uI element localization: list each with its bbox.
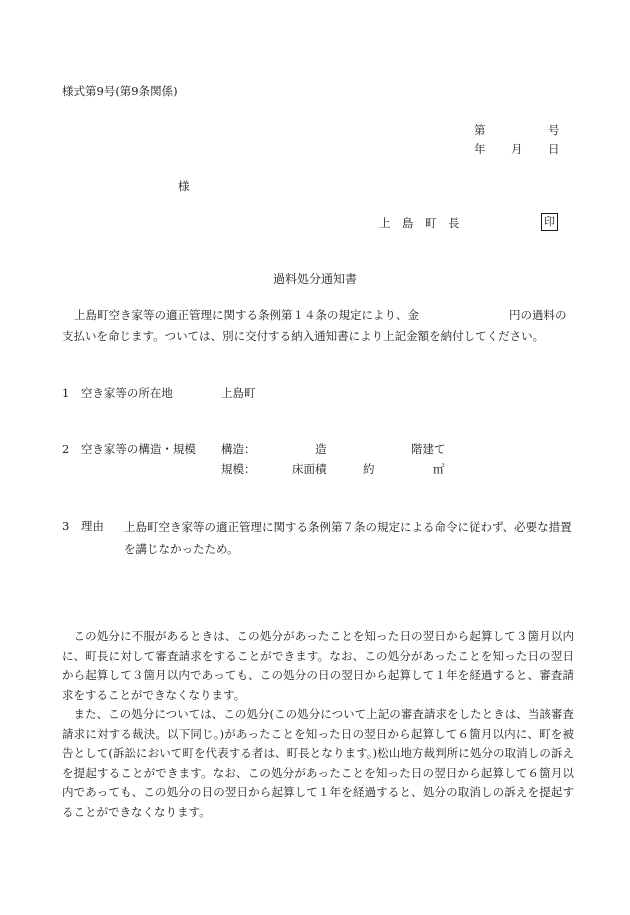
doc-number-suffix: 号	[548, 123, 560, 137]
structure-unit: 造	[315, 442, 327, 456]
intro-line1-prefix: 上島町空き家等の適正管理に関する条例第１４条の規定により、金	[74, 308, 419, 322]
reason-text: 上島町空き家等の適正管理に関する条例第７条の規定による命令に従わず、必要な措置を講じなかったため。	[124, 520, 572, 556]
addressee-suffix: 様	[178, 179, 190, 193]
intro-line2: 支払いを命じます。ついては、別に交付する納入通知書により上記金額を納付してください。	[62, 329, 545, 343]
form-label: 様式第9号(第9条関係)	[62, 84, 178, 98]
notice-paragraph-2: また、この処分については、この処分(この処分について上記の審査請求をしたときは、当該審査請求に対する裁決。以下同じ。)があったことを知った日の翌日から起算して６箇月以内に、町を被告として(訴訟において町を代表する者は、町長となります。)松山地方裁判所に処分の取消しの訴えを提起することができます。なお、この処分があったことを知った日の翌日から起算して６箇月以内であっても、この処分の日の翌日から起算して１年を経過すると、処分の取消しの訴えを提起することができなくなります。	[62, 707, 574, 819]
doc-number-prefix: 第	[474, 123, 486, 137]
seal-stamp: 印	[541, 213, 558, 231]
reason-label: 3 理由	[62, 519, 104, 533]
date-year: 年	[474, 142, 486, 156]
issuer-title: 上 島 町 長	[379, 216, 460, 230]
floor-area-label: 床面積	[292, 462, 327, 476]
date-day: 日	[548, 142, 560, 156]
date-month: 月	[511, 142, 523, 156]
floors-unit: 階建て	[411, 442, 446, 456]
structure-label: 2 空き家等の構造・規模	[62, 442, 196, 456]
structure-field-label: 構造：	[221, 442, 256, 456]
scale-field-label: 規模：	[221, 462, 256, 476]
area-unit: ㎡	[433, 462, 445, 476]
notice-paragraph-1: この処分に不服があるときは、この処分があったことを知った日の翌日から起算して３箇月以内に、町長に対して審査請求をすることができます。なお、この処分があったことを知った日の翌日から起算して３箇月以内であっても、この処分の日の翌日から起算して１年を経過すると、審査請求をすることができなくなります。	[62, 629, 574, 702]
location-label: 1 空き家等の所在地	[62, 386, 173, 400]
approx-label: 約	[363, 462, 375, 476]
document-title: 過料処分通知書	[273, 272, 358, 286]
intro-line1-suffix: 円の過料の	[509, 308, 567, 322]
location-value: 上島町	[221, 386, 256, 400]
